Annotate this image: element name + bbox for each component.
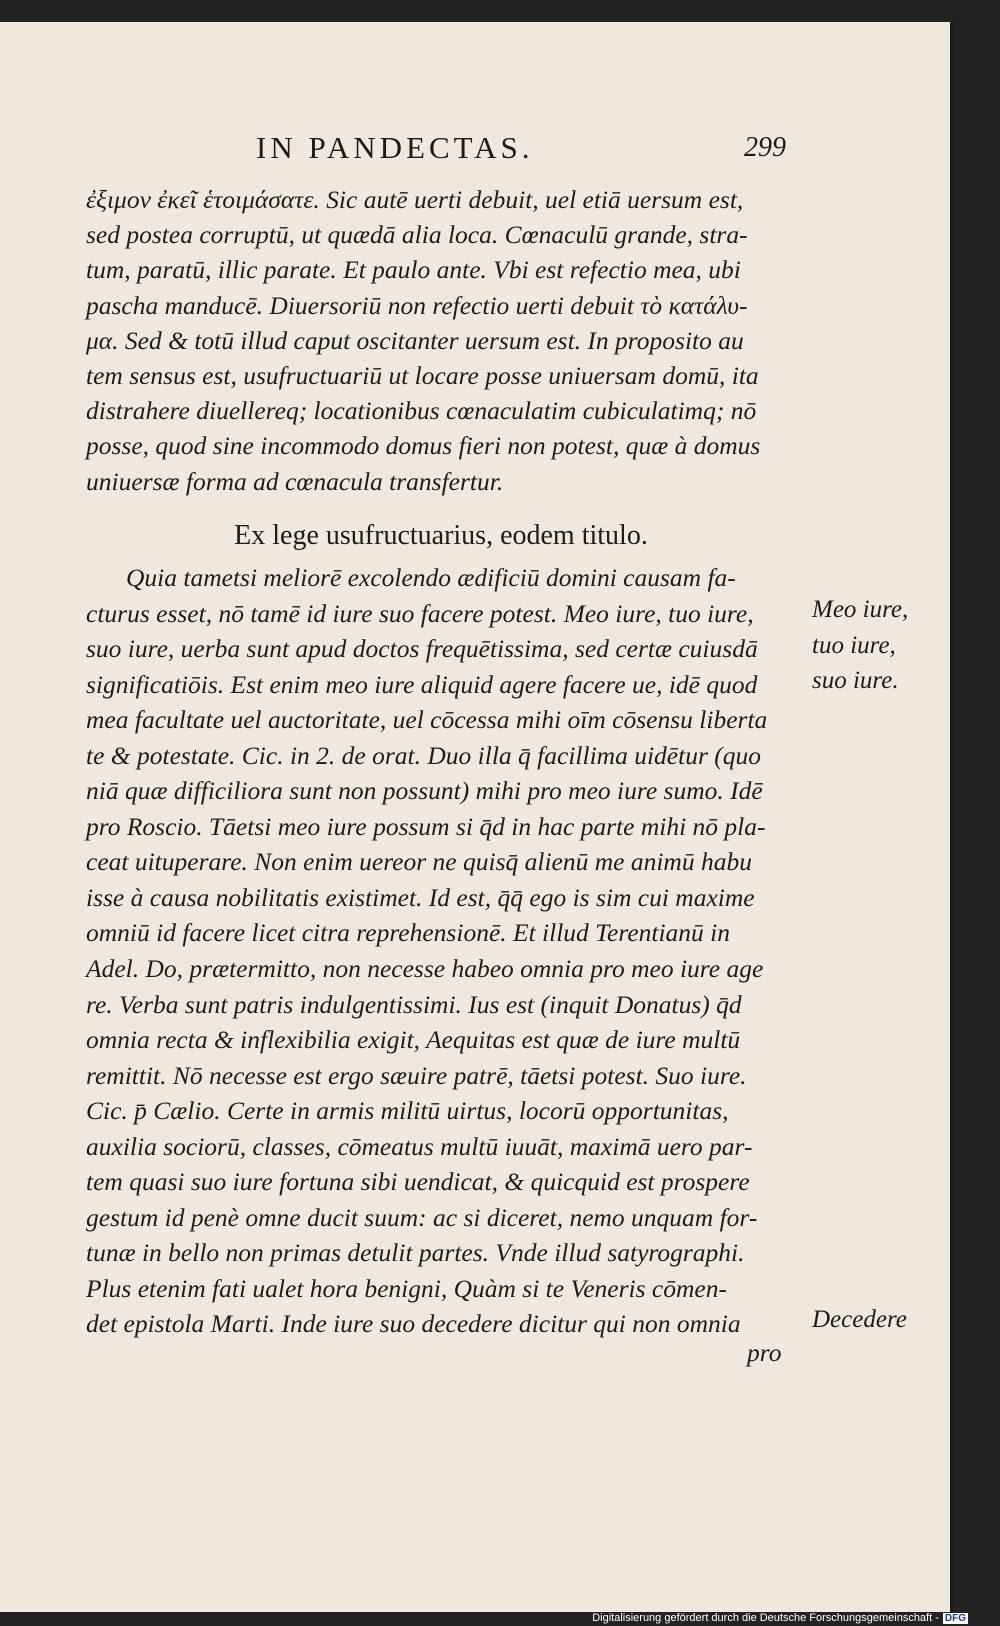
text-line: tunæ in bello non primas detulit partes. Vnde illud satyrographi. bbox=[86, 1238, 745, 1268]
marginal-note-line: tuo iure, bbox=[812, 631, 896, 659]
digitization-credit bbox=[592, 1612, 968, 1624]
text-line: Adel. Do, prætermitto, non necesse habeo omnia pro meo iure age bbox=[86, 954, 764, 984]
text-line: uniuersæ forma ad cœnacula transfertur. bbox=[86, 466, 504, 496]
text-line: Cic. p̄ Cælio. Certe in armis militū uirtus, locorū opportunitas, bbox=[86, 1096, 729, 1126]
text-line: omnia recta & inflexibilia exigit, Aequitas est quæ de iure multū bbox=[86, 1025, 741, 1055]
text-line: μα. Sed & totū illud caput oscitanter uersum est. In proposito au bbox=[86, 325, 744, 355]
body-text-block-2 bbox=[86, 560, 801, 1342]
marginal-note-decedere bbox=[812, 1302, 942, 1338]
text-line: ἐξιμον ἐκεῖ ἑτοιμάσατε. Sic autē uerti debuit, uel etiā uersum est, bbox=[86, 185, 744, 214]
marginal-note-meo-iure bbox=[812, 592, 942, 699]
text-line: cturus esset, nō tamē id iure suo facere potest. Meo iure, tuo iure, bbox=[86, 598, 754, 628]
text-line: ceat uituperare. Non enim uereor ne quisq̄ alienū me animū habu bbox=[86, 847, 752, 877]
text-line: gestum id penè omne ducit suum: ac si diceret, nemo unquam for- bbox=[86, 1202, 758, 1232]
section-title: Ex lege usufructuarius, eodem titulo. bbox=[234, 520, 648, 551]
body-text-block-1 bbox=[86, 182, 796, 499]
text-line: Quia tametsi meliorē excolendo ædificiū domini causam fa- bbox=[126, 563, 736, 592]
catchword: pro bbox=[747, 1338, 782, 1367]
text-line: tem quasi suo iure fortuna sibi uendicat, & quicquid est prospere bbox=[86, 1167, 750, 1197]
text-line: posse, quod sine incommodo domus fieri non potest, quæ à domus bbox=[86, 431, 761, 461]
page-number: 299 bbox=[744, 132, 786, 163]
text-line: te & potestate. Cic. in 2. de orat. Duo illa q̄ facillima uidētur (quo bbox=[86, 740, 761, 770]
text-line: niā quæ difficiliora sunt non possunt) mihi pro meo iure sumo. Idē bbox=[86, 776, 763, 806]
text-line: isse à causa nobilitatis existimet. Id est, q̄q̄ ego is sim cui maxime bbox=[86, 882, 755, 912]
text-line: suo iure, uerba sunt apud doctos frequētissima, sed certæ cuiusdā bbox=[86, 634, 758, 664]
running-head: IN PANDECTAS. bbox=[256, 130, 534, 165]
text-line: significatiōis. Est enim meo iure aliquid agere facere ue, idē quod bbox=[86, 669, 758, 699]
text-line: omniū id facere licet citra reprehensionē. Et illud Terentianū in bbox=[86, 918, 731, 948]
text-line: remittit. Nō necesse est ergo sæuire patrē, tāetsi potest. Suo iure. bbox=[86, 1060, 747, 1090]
text-line: sed postea corruptū, ut quædā alia loca. Cœnaculū grande, stra- bbox=[86, 220, 748, 250]
text-line: re. Verba sunt patris indulgentissimi. Ius est (inquit Donatus) q̄d bbox=[86, 989, 742, 1019]
text-line: pascha manducē. Diuersoriū non refectio uerti debuit τὸ κατάλυ- bbox=[86, 290, 748, 320]
credit-text: Digitalisierung gefördert durch die Deutsche Forschungsgemeinschaft - bbox=[592, 1612, 939, 1624]
text-line: pro Roscio. Tāetsi meo iure possum si q̄d in hac parte mihi nō pla- bbox=[86, 811, 766, 841]
text-line: det epistola Marti. Inde iure suo decedere dicitur qui non omnia bbox=[86, 1309, 741, 1339]
text-line: auxilia sociorū, classes, cōmeatus multū iuuāt, maximā uero par- bbox=[86, 1131, 753, 1161]
text-line: Plus etenim fati ualet hora benigni, Quàm si te Veneris cōmen- bbox=[86, 1273, 727, 1303]
marginal-note-line: Meo iure, bbox=[812, 596, 909, 623]
marginal-note-line: Decedere bbox=[812, 1306, 907, 1333]
text-line: tem sensus est, usufructuariū ut locare posse uniuersam domū, ita bbox=[86, 361, 759, 391]
text-line: mea facultate uel auctoritate, uel cōcessa mihi oīm cōsensu liberta bbox=[86, 705, 768, 735]
page-header bbox=[0, 130, 950, 170]
book-page bbox=[0, 22, 953, 1612]
marginal-note-line: suo iure. bbox=[812, 667, 899, 694]
text-line: tum, paratū, illic parate. Et paulo ante. Vbi est refectio mea, ubi bbox=[86, 255, 741, 285]
text-line: distrahere diuellereq; locationibus cœnaculatim cubiculatimq; nō bbox=[86, 396, 757, 426]
dfg-logo: DFG bbox=[944, 1613, 966, 1624]
